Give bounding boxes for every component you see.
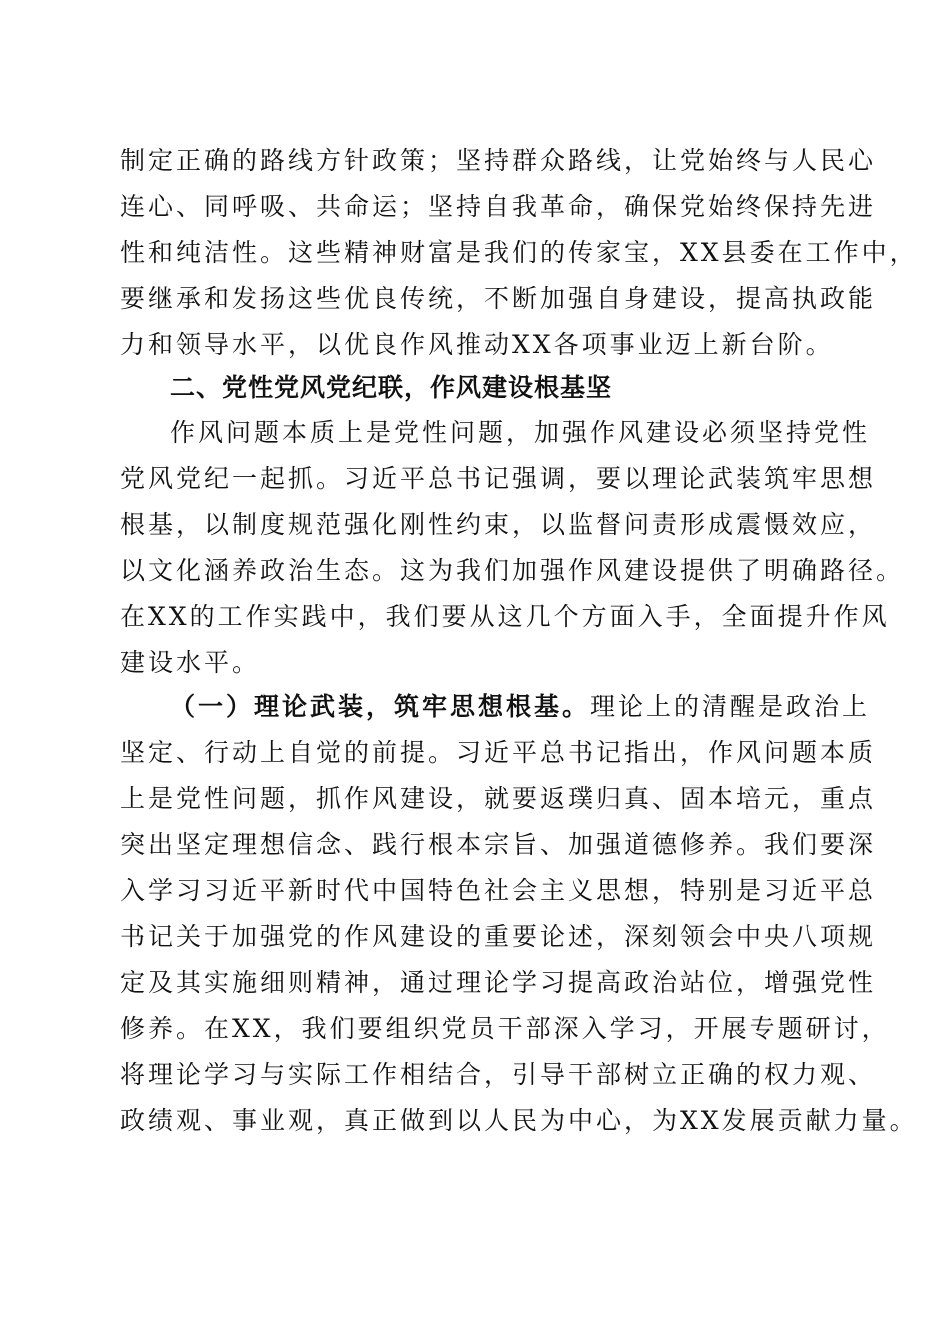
paragraph-line: 入学习习近平新时代中国特色社会主义思想，特别是习近平总 bbox=[120, 876, 877, 905]
paragraph-line: 修养。在XX，我们要组织党员干部深入学习，开展专题研讨， bbox=[120, 1014, 890, 1043]
paragraph-line: 性和纯洁性。这些精神财富是我们的传家宝，XX县委在工作中， bbox=[120, 238, 918, 267]
paragraph-line: 将理论学习与实际工作相结合，引导干部树立正确的权力观、 bbox=[120, 1060, 877, 1089]
paragraph-line: 坚定、行动上自觉的前提。习近平总书记指出，作风问题本质 bbox=[120, 738, 877, 767]
paragraph-line: 在XX的工作实践中，我们要从这几个方面入手，全面提升作风 bbox=[120, 602, 890, 631]
paragraph-line: 党风党纪一起抓。习近平总书记强调，要以理论武装筑牢思想 bbox=[120, 464, 877, 493]
paragraph-line: 以文化涵养政治生态。这为我们加强作风建设提供了明确路径。 bbox=[120, 556, 905, 585]
paragraph-line: 建设水平。 bbox=[120, 648, 261, 677]
paragraph-line: 上是党性问题，抓作风建设，就要返璞归真、固本培元，重点 bbox=[120, 784, 877, 813]
paragraph-line: 政绩观、事业观，真正做到以人民为中心，为XX发展贡献力量。 bbox=[120, 1106, 918, 1135]
paragraph-line: 力和领导水平，以优良作风推动XX各项事业迈上新台阶。 bbox=[120, 330, 834, 359]
subsection-line bbox=[170, 692, 871, 722]
paragraph-line: 作风问题本质上是党性问题，加强作风建设必须坚持党性 bbox=[170, 418, 871, 447]
paragraph-line: 制定正确的路线方针政策；坚持群众路线，让党始终与人民心 bbox=[120, 146, 877, 175]
paragraph-line: 书记关于加强党的作风建设的重要论述，深刻领会中央八项规 bbox=[120, 922, 877, 951]
paragraph-line: 突出坚定理想信念、践行根本宗旨、加强道德修养。我们要深 bbox=[120, 830, 877, 859]
section-heading: 二、党性党风党纪联，作风建设根基坚 bbox=[170, 373, 613, 402]
subsection-heading: （一）理论武装，筑牢思想根基。 bbox=[170, 692, 591, 721]
paragraph-line: 定及其实施细则精神，通过理论学习提高政治站位，增强党性 bbox=[120, 968, 877, 997]
paragraph-line: 要继承和发扬这些优良传统，不断加强自身建设，提高执政能 bbox=[120, 284, 877, 313]
paragraph-line: 根基，以制度规范强化刚性约束，以监督问责形成震慑效应， bbox=[120, 510, 877, 539]
paragraph-line: 连心、同呼吸、共命运；坚持自我革命，确保党始终保持先进 bbox=[120, 192, 877, 221]
subsection-text: 理论上的清醒是政治上 bbox=[590, 692, 871, 721]
